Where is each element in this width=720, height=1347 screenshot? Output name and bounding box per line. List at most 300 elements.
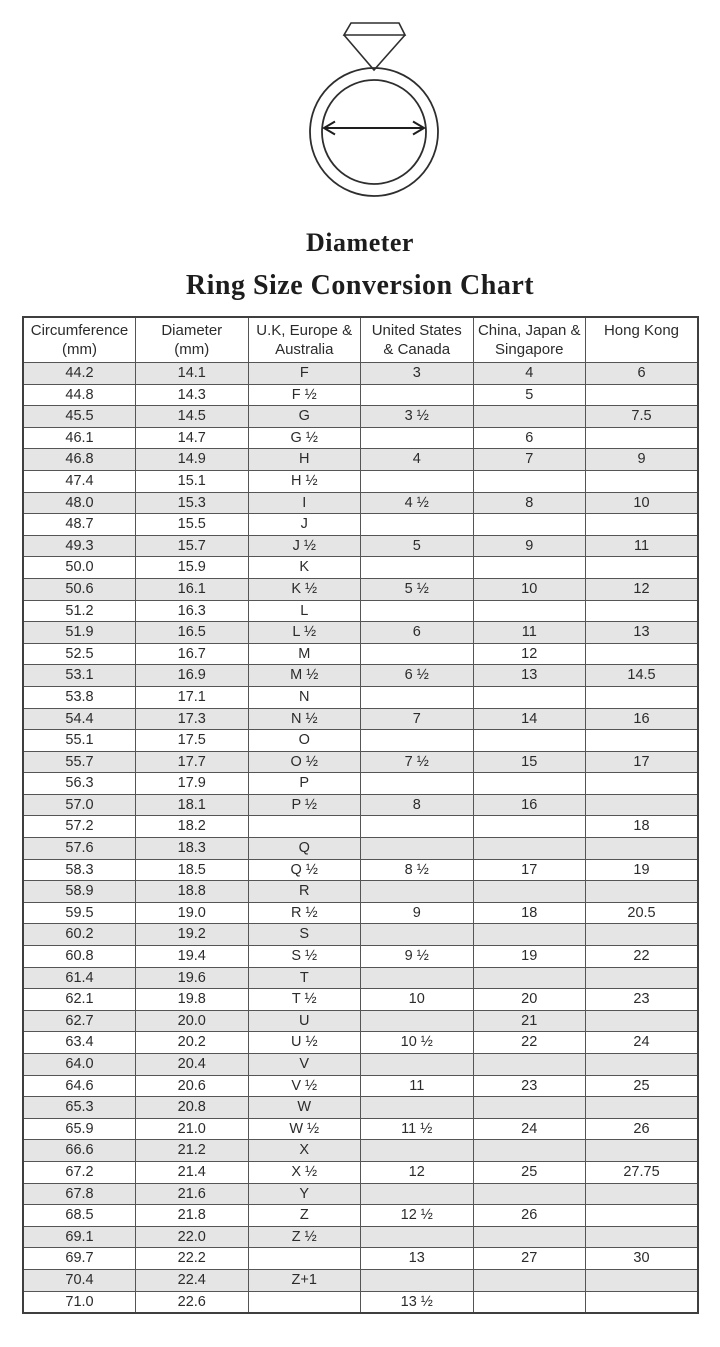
diameter-label: Diameter xyxy=(306,228,414,257)
table-cell xyxy=(361,773,474,795)
table-cell: Z xyxy=(248,1205,361,1227)
column-header-line: Australia xyxy=(275,341,334,358)
table-cell: 26 xyxy=(586,1118,699,1140)
table-cell xyxy=(361,1183,474,1205)
table-cell: 46.8 xyxy=(23,449,136,471)
table-cell: 67.8 xyxy=(23,1183,136,1205)
table-cell: 46.1 xyxy=(23,427,136,449)
table-cell: 17.7 xyxy=(136,751,249,773)
table-cell: 15.5 xyxy=(136,514,249,536)
table-row xyxy=(23,1118,698,1140)
column-header-line: United States xyxy=(371,322,462,339)
table-cell: 14.1 xyxy=(136,363,249,385)
table-cell xyxy=(361,1269,474,1291)
table-cell: 15.9 xyxy=(136,557,249,579)
table-cell: R xyxy=(248,881,361,903)
table-cell xyxy=(473,838,586,860)
table-cell: S ½ xyxy=(248,946,361,968)
column-header xyxy=(361,317,474,363)
table-cell: T ½ xyxy=(248,989,361,1011)
table-cell: 53.8 xyxy=(23,686,136,708)
table-cell: R ½ xyxy=(248,902,361,924)
column-header-line xyxy=(586,340,697,359)
column-header-line: Hong Kong xyxy=(603,322,680,339)
table-cell: 13 xyxy=(586,622,699,644)
table-cell: 20.8 xyxy=(136,1097,249,1119)
table-cell: 66.6 xyxy=(23,1140,136,1162)
table-cell xyxy=(361,730,474,752)
table-cell: 17.3 xyxy=(136,708,249,730)
table-cell: 14.5 xyxy=(136,406,249,428)
table-cell xyxy=(473,881,586,903)
table-cell: 59.5 xyxy=(23,902,136,924)
table-row xyxy=(23,643,698,665)
table-row xyxy=(23,1054,698,1076)
table-cell xyxy=(586,924,699,946)
table-cell: 64.6 xyxy=(23,1075,136,1097)
table-cell: 51.2 xyxy=(23,600,136,622)
table-cell: 18.3 xyxy=(136,838,249,860)
table-cell: 21.2 xyxy=(136,1140,249,1162)
table-cell xyxy=(586,967,699,989)
table-row xyxy=(23,989,698,1011)
column-header-line: & Canada xyxy=(383,341,451,358)
table-cell xyxy=(473,1183,586,1205)
table-cell: 11 xyxy=(473,622,586,644)
table-cell xyxy=(473,1291,586,1313)
table-cell: U xyxy=(248,1010,361,1032)
table-cell: 12 xyxy=(361,1161,474,1183)
table-cell: 5 xyxy=(361,535,474,557)
table-cell: 60.8 xyxy=(23,946,136,968)
table-cell xyxy=(586,1269,699,1291)
table-cell: 18.8 xyxy=(136,881,249,903)
table-cell: 5 xyxy=(473,384,586,406)
table-row xyxy=(23,1097,698,1119)
table-row xyxy=(23,946,698,968)
table-row xyxy=(23,622,698,644)
table-cell: 14.7 xyxy=(136,427,249,449)
table-cell: 4 ½ xyxy=(361,492,474,514)
table-cell: 14 xyxy=(473,708,586,730)
table-cell xyxy=(473,967,586,989)
table-cell: 17.9 xyxy=(136,773,249,795)
table-cell: 47.4 xyxy=(23,470,136,492)
table-cell xyxy=(473,1226,586,1248)
table-cell: 57.6 xyxy=(23,838,136,860)
table-row xyxy=(23,686,698,708)
column-header-line: U.K, Europe & xyxy=(256,322,353,339)
table-cell: H xyxy=(248,449,361,471)
table-cell xyxy=(473,406,586,428)
table-cell xyxy=(473,686,586,708)
table-cell: 15 xyxy=(473,751,586,773)
table-cell: K xyxy=(248,557,361,579)
table-cell xyxy=(361,967,474,989)
table-cell xyxy=(473,773,586,795)
table-row xyxy=(23,730,698,752)
table-cell xyxy=(248,1291,361,1313)
table-cell xyxy=(586,730,699,752)
table-cell xyxy=(361,1226,474,1248)
table-cell: 21.8 xyxy=(136,1205,249,1227)
table-row xyxy=(23,470,698,492)
table-cell: 7 xyxy=(473,449,586,471)
table-cell xyxy=(586,1010,699,1032)
table-cell: 13 xyxy=(473,665,586,687)
table-cell: K ½ xyxy=(248,578,361,600)
table-cell xyxy=(361,427,474,449)
table-cell: Z ½ xyxy=(248,1226,361,1248)
table-cell xyxy=(361,384,474,406)
table-cell: 26 xyxy=(473,1205,586,1227)
table-cell xyxy=(586,1140,699,1162)
table-cell: H ½ xyxy=(248,470,361,492)
table-cell: P ½ xyxy=(248,794,361,816)
table-cell: 10 xyxy=(473,578,586,600)
table-cell: 16.7 xyxy=(136,643,249,665)
table-cell: 17 xyxy=(586,751,699,773)
table-row xyxy=(23,816,698,838)
table-cell: 8 xyxy=(473,492,586,514)
table-cell: 9 xyxy=(361,902,474,924)
table-cell: 9 ½ xyxy=(361,946,474,968)
column-header xyxy=(23,317,136,363)
table-cell: N ½ xyxy=(248,708,361,730)
table-cell xyxy=(586,1054,699,1076)
table-cell: G ½ xyxy=(248,427,361,449)
table-cell: 14.3 xyxy=(136,384,249,406)
table-cell: I xyxy=(248,492,361,514)
table-cell xyxy=(473,1054,586,1076)
table-row xyxy=(23,384,698,406)
table-cell: 22.0 xyxy=(136,1226,249,1248)
table-cell: V ½ xyxy=(248,1075,361,1097)
table-cell: 16 xyxy=(586,708,699,730)
table-cell: 65.9 xyxy=(23,1118,136,1140)
table-row xyxy=(23,751,698,773)
table-cell: 55.7 xyxy=(23,751,136,773)
table-cell xyxy=(361,557,474,579)
table-cell xyxy=(586,1183,699,1205)
table-cell xyxy=(473,557,586,579)
table-row xyxy=(23,665,698,687)
table-cell: 63.4 xyxy=(23,1032,136,1054)
column-header xyxy=(136,317,249,363)
table-row xyxy=(23,1075,698,1097)
table-cell: X xyxy=(248,1140,361,1162)
table-cell: P xyxy=(248,773,361,795)
table-cell xyxy=(586,838,699,860)
table-cell: S xyxy=(248,924,361,946)
table-cell: L xyxy=(248,600,361,622)
table-cell: 52.5 xyxy=(23,643,136,665)
ring-diagram xyxy=(304,18,444,204)
table-cell: 12 ½ xyxy=(361,1205,474,1227)
table-cell xyxy=(586,470,699,492)
table-cell: 19 xyxy=(473,946,586,968)
table-cell xyxy=(473,514,586,536)
column-header-line: (mm) xyxy=(62,341,97,358)
table-cell: F xyxy=(248,363,361,385)
table-cell xyxy=(586,514,699,536)
table-cell: 20.0 xyxy=(136,1010,249,1032)
table-row xyxy=(23,1269,698,1291)
table-cell xyxy=(473,600,586,622)
table-cell: 60.2 xyxy=(23,924,136,946)
table-cell xyxy=(361,816,474,838)
table-cell: 21.0 xyxy=(136,1118,249,1140)
table-row xyxy=(23,1226,698,1248)
table-cell: 17.5 xyxy=(136,730,249,752)
table-cell: 12 xyxy=(586,578,699,600)
table-cell: 7 xyxy=(361,708,474,730)
table-cell: 19.2 xyxy=(136,924,249,946)
table-cell: 71.0 xyxy=(23,1291,136,1313)
table-row xyxy=(23,1032,698,1054)
table-cell: 53.1 xyxy=(23,665,136,687)
table-head xyxy=(23,317,698,363)
table-cell: 7 ½ xyxy=(361,751,474,773)
table-cell: 6 xyxy=(361,622,474,644)
table-row xyxy=(23,881,698,903)
table-cell: 22 xyxy=(586,946,699,968)
table-cell: Z+1 xyxy=(248,1269,361,1291)
table-cell: 17 xyxy=(473,859,586,881)
table-cell: 4 xyxy=(361,449,474,471)
ring-size-conversion-table xyxy=(22,316,699,1314)
table-cell: 70.4 xyxy=(23,1269,136,1291)
table-cell xyxy=(586,773,699,795)
table-row xyxy=(23,902,698,924)
table-cell: 62.7 xyxy=(23,1010,136,1032)
table-cell: 27 xyxy=(473,1248,586,1270)
table-cell: 12 xyxy=(473,643,586,665)
table-cell: 62.1 xyxy=(23,989,136,1011)
table-cell xyxy=(586,557,699,579)
table-cell xyxy=(473,730,586,752)
table-cell: 19.4 xyxy=(136,946,249,968)
table-cell: 58.3 xyxy=(23,859,136,881)
table-cell xyxy=(361,881,474,903)
table-cell: 57.2 xyxy=(23,816,136,838)
table-cell: 17.1 xyxy=(136,686,249,708)
table-cell: 16.3 xyxy=(136,600,249,622)
table-cell: J ½ xyxy=(248,535,361,557)
table-cell: 14.5 xyxy=(586,665,699,687)
table-cell: 19 xyxy=(586,859,699,881)
table-row xyxy=(23,427,698,449)
table-cell: 15.1 xyxy=(136,470,249,492)
table-cell xyxy=(248,816,361,838)
table-cell: 22.6 xyxy=(136,1291,249,1313)
table-row xyxy=(23,406,698,428)
table-row xyxy=(23,1140,698,1162)
table-row xyxy=(23,449,698,471)
table-cell: J xyxy=(248,514,361,536)
table-cell: 69.1 xyxy=(23,1226,136,1248)
table-cell: 24 xyxy=(473,1118,586,1140)
column-header-line: Singapore xyxy=(495,341,564,358)
table-cell: 58.9 xyxy=(23,881,136,903)
table-row xyxy=(23,794,698,816)
table-cell xyxy=(361,1010,474,1032)
table-cell xyxy=(361,470,474,492)
table-cell: 16.9 xyxy=(136,665,249,687)
table-cell: 61.4 xyxy=(23,967,136,989)
table-row xyxy=(23,535,698,557)
table-cell xyxy=(361,1054,474,1076)
table-row xyxy=(23,859,698,881)
table-cell: 18.1 xyxy=(136,794,249,816)
table-cell: 18 xyxy=(473,902,586,924)
table-cell: 20.6 xyxy=(136,1075,249,1097)
table-cell: 23 xyxy=(473,1075,586,1097)
table-cell: 24 xyxy=(586,1032,699,1054)
table-cell: 8 xyxy=(361,794,474,816)
table-cell xyxy=(473,1140,586,1162)
table-cell: 49.3 xyxy=(23,535,136,557)
table-cell: Y xyxy=(248,1183,361,1205)
table-body xyxy=(23,363,698,1314)
column-header-line: (mm) xyxy=(174,341,210,358)
table-row xyxy=(23,838,698,860)
table-cell: 48.7 xyxy=(23,514,136,536)
table-cell: O xyxy=(248,730,361,752)
table-row xyxy=(23,578,698,600)
table-cell: 30 xyxy=(586,1248,699,1270)
table-cell: 19.8 xyxy=(136,989,249,1011)
table-cell xyxy=(361,924,474,946)
table-cell xyxy=(586,1205,699,1227)
table-cell xyxy=(586,1291,699,1313)
table-cell: 9 xyxy=(586,449,699,471)
table-cell: 7.5 xyxy=(586,406,699,428)
table-cell: 10 xyxy=(586,492,699,514)
table-cell xyxy=(586,1097,699,1119)
table-cell xyxy=(248,1248,361,1270)
table-cell: U ½ xyxy=(248,1032,361,1054)
table-cell xyxy=(473,470,586,492)
ring-size-conversion-page xyxy=(0,18,720,1347)
table-cell xyxy=(361,600,474,622)
table-cell: Q xyxy=(248,838,361,860)
table-cell: 57.0 xyxy=(23,794,136,816)
column-header xyxy=(586,317,699,363)
table-cell xyxy=(361,686,474,708)
table-cell: 6 ½ xyxy=(361,665,474,687)
column-header-line: China, Japan & xyxy=(477,322,581,339)
table-cell: 67.2 xyxy=(23,1161,136,1183)
table-cell: M ½ xyxy=(248,665,361,687)
table-cell: 25 xyxy=(473,1161,586,1183)
table-cell xyxy=(361,1140,474,1162)
table-cell: 44.2 xyxy=(23,363,136,385)
table-cell: 54.4 xyxy=(23,708,136,730)
table-cell: 16.5 xyxy=(136,622,249,644)
table-cell: 10 ½ xyxy=(361,1032,474,1054)
table-cell: N xyxy=(248,686,361,708)
table-cell: 19.6 xyxy=(136,967,249,989)
table-cell: F ½ xyxy=(248,384,361,406)
table-cell: 21.4 xyxy=(136,1161,249,1183)
table-cell: 6 xyxy=(586,363,699,385)
page-title: Ring Size Conversion Chart xyxy=(185,270,535,301)
table-cell: 18 xyxy=(586,816,699,838)
table-cell: 19.0 xyxy=(136,902,249,924)
table-cell: W xyxy=(248,1097,361,1119)
table-cell: 50.0 xyxy=(23,557,136,579)
table-cell: M xyxy=(248,643,361,665)
table-cell: 56.3 xyxy=(23,773,136,795)
table-cell: 20.2 xyxy=(136,1032,249,1054)
header-row xyxy=(23,317,698,363)
table-cell xyxy=(473,1097,586,1119)
table-cell: 22.2 xyxy=(136,1248,249,1270)
table-cell xyxy=(586,686,699,708)
table-row xyxy=(23,363,698,385)
table-cell: V xyxy=(248,1054,361,1076)
table-row xyxy=(23,557,698,579)
column-header xyxy=(248,317,361,363)
table-row xyxy=(23,1010,698,1032)
table-cell: Q ½ xyxy=(248,859,361,881)
table-cell: 6 xyxy=(473,427,586,449)
table-cell: L ½ xyxy=(248,622,361,644)
table-cell: 55.1 xyxy=(23,730,136,752)
diameter-arrow-icon xyxy=(324,122,424,135)
table-cell: X ½ xyxy=(248,1161,361,1183)
table-cell: 3 ½ xyxy=(361,406,474,428)
table-cell xyxy=(361,514,474,536)
table-cell xyxy=(473,924,586,946)
table-cell xyxy=(586,600,699,622)
table-cell xyxy=(586,794,699,816)
table-row xyxy=(23,773,698,795)
column-header-line: Diameter xyxy=(161,322,223,339)
table-cell xyxy=(586,1226,699,1248)
table-cell: 11 xyxy=(586,535,699,557)
table-cell: 15.3 xyxy=(136,492,249,514)
table-cell: 5 ½ xyxy=(361,578,474,600)
table-cell: 48.0 xyxy=(23,492,136,514)
table-cell: 50.6 xyxy=(23,578,136,600)
table-cell xyxy=(586,643,699,665)
table-cell: 69.7 xyxy=(23,1248,136,1270)
table-cell xyxy=(586,384,699,406)
table-cell: 51.9 xyxy=(23,622,136,644)
table-cell: 16.1 xyxy=(136,578,249,600)
table-cell: 11 ½ xyxy=(361,1118,474,1140)
table-cell xyxy=(586,427,699,449)
table-cell xyxy=(586,881,699,903)
table-cell: 13 xyxy=(361,1248,474,1270)
table-cell: 15.7 xyxy=(136,535,249,557)
table-cell: 25 xyxy=(586,1075,699,1097)
table-cell: 65.3 xyxy=(23,1097,136,1119)
table-cell: W ½ xyxy=(248,1118,361,1140)
table-cell: 23 xyxy=(586,989,699,1011)
table-cell xyxy=(361,838,474,860)
table-cell: 20 xyxy=(473,989,586,1011)
table-row xyxy=(23,1205,698,1227)
column-header-line: Circumference xyxy=(30,322,129,339)
table-row xyxy=(23,924,698,946)
table-row xyxy=(23,1183,698,1205)
table-cell xyxy=(361,1097,474,1119)
table-cell xyxy=(473,1269,586,1291)
diamond-icon xyxy=(344,23,405,70)
